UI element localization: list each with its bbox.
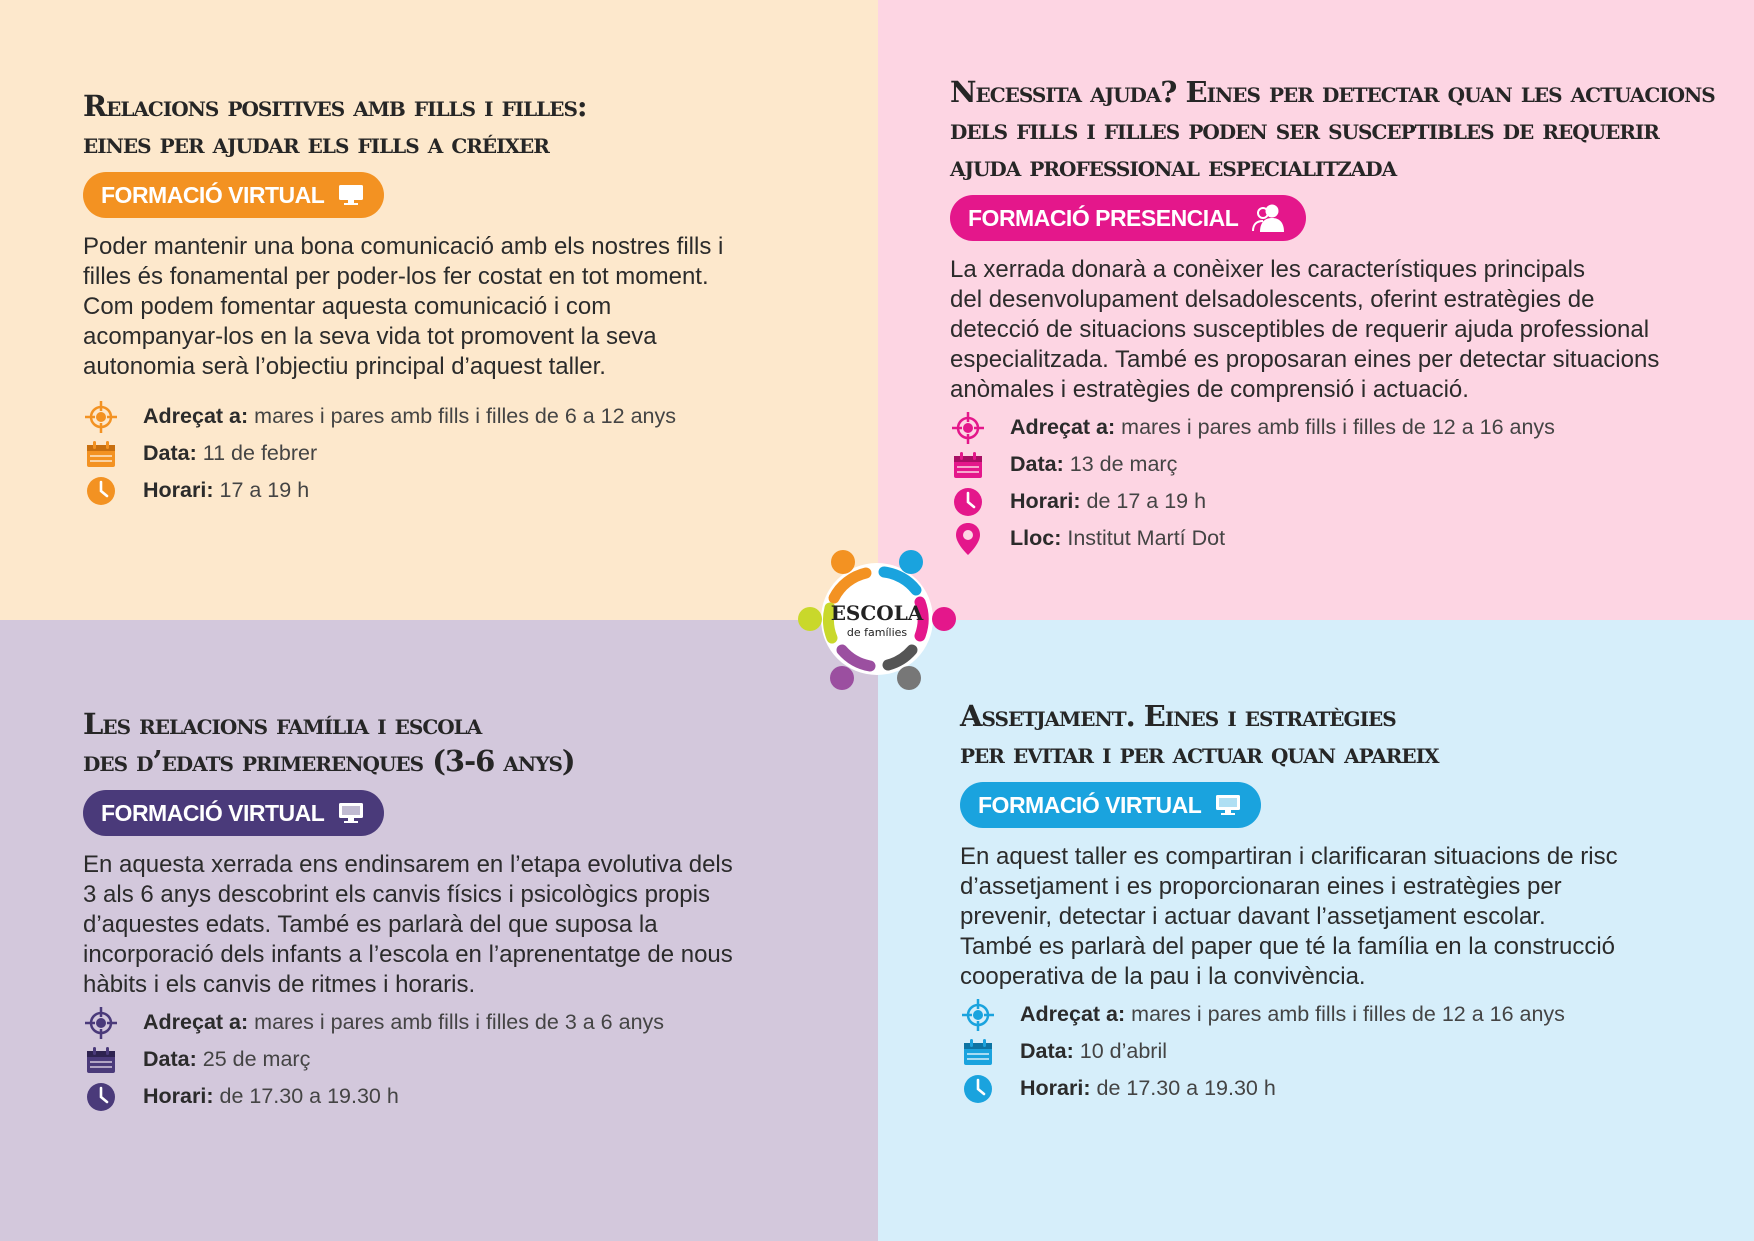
panel-assetjament [878, 620, 1754, 1241]
info-date: Data: 25 de març [83, 1041, 803, 1078]
info-audience: Adreçat a: mares i pares amb fills i filles de 3 a 6 anys [83, 1004, 803, 1041]
monitor-icon [1215, 794, 1241, 816]
info-date: Data: 13 de març [950, 446, 1730, 483]
panel-title: Assetjament. Eines i estratègies per evitar i per actuar quan apareix [960, 699, 1439, 770]
clock-icon [83, 1079, 119, 1115]
info-list [83, 398, 803, 509]
description: La xerrada donarà a conèixer les característiques principals del desenvolupament delsadolescents, oferint estratègies de detecció de situacions susceptibles de requerir ajuda professional especialitzada. També es proposaran eines per detectar situacions anòmales i estratègies de comprensió i actuació. [950, 256, 1660, 403]
panel-title: Les relacions família i escola des d’edats primerenques (3-6 anys) [83, 707, 575, 778]
panel-relacions-positives [0, 0, 878, 620]
format-badge: FORMACIÓ VIRTUAL [83, 172, 384, 218]
people-icon [1252, 203, 1286, 233]
panel-content [83, 706, 803, 1115]
info-time: Horari: de 17 a 19 h [950, 483, 1730, 520]
panel-title: Necessita ajuda? Eines per detectar quan les actuacions dels fills i filles poden ser susceptibles de requerir ajuda professional especialitzada [950, 75, 1715, 183]
description: Poder mantenir una bona comunicació amb els nostres fills i filles és fonamental per poder-los fer costat en tot moment. Com podem fomentar aquesta comunicació i com acompanyar-los en la seva vida tot promovent la seva autonomia serà l’objectiu principal d’aquest taller. [83, 233, 724, 380]
info-audience: Adreçat a: mares i pares amb fills i filles de 6 a 12 anys [83, 398, 803, 435]
info-time: Horari: 17 a 19 h [83, 472, 803, 509]
info-audience: Adreçat a: mares i pares amb fills i filles de 12 a 16 anys [960, 996, 1700, 1033]
calendar-icon [83, 1042, 119, 1078]
clock-icon [960, 1071, 996, 1107]
panel-content [950, 74, 1730, 557]
format-badge: FORMACIÓ PRESENCIAL [950, 195, 1306, 241]
info-list [83, 1004, 803, 1115]
logo-text-line1: ESCOLA [830, 601, 924, 625]
target-icon [83, 399, 119, 435]
calendar-icon [83, 436, 119, 472]
monitor-icon [338, 802, 364, 824]
info-place: Lloc: Institut Martí Dot [950, 520, 1730, 557]
calendar-icon [960, 1034, 996, 1070]
panel-necessita-ajuda [878, 0, 1754, 620]
format-badge: FORMACIÓ VIRTUAL [83, 790, 384, 836]
info-date: Data: 11 de febrer [83, 435, 803, 472]
target-icon [960, 997, 996, 1033]
logo-text-line2: de famílies [846, 626, 908, 639]
info-date: Data: 10 d’abril [960, 1033, 1700, 1070]
panel-relacions-familia-escola [0, 620, 878, 1241]
info-time: Horari: de 17.30 a 19.30 h [960, 1070, 1700, 1107]
monitor-icon [338, 184, 364, 206]
panel-content [960, 698, 1700, 1107]
format-badge: FORMACIÓ VIRTUAL [960, 782, 1261, 828]
info-time: Horari: de 17.30 a 19.30 h [83, 1078, 803, 1115]
target-icon [950, 410, 986, 446]
calendar-icon [950, 447, 986, 483]
target-icon [83, 1005, 119, 1041]
clock-icon [950, 484, 986, 520]
panel-title: Relacions positives amb fills i filles: eines per ajudar els fills a créixer [83, 89, 587, 160]
clock-icon [83, 473, 119, 509]
description: En aquest taller es compartiran i clarificaran situacions de risc d’assetjament i es proporcionaran eines i estratègies per prevenir, detectar i actuar davant l’assetjament escolar. També es parlarà del paper que té la família en la construcció cooperativa de la pau i la convivència. [960, 843, 1618, 990]
description: En aquesta xerrada ens endinsarem en l’etapa evolutiva dels 3 als 6 anys descobrint els canvis físics i psicològics propis d’aquestes edats. També es parlarà del que suposa la incorporació dels infants a l’escola en l’aprenentatge de nous hàbits i els canvis de ritmes i horaris. [83, 851, 733, 998]
escola-de-families-logo [794, 546, 960, 692]
panel-content [83, 88, 803, 509]
info-list [960, 996, 1700, 1107]
info-list [950, 409, 1730, 557]
info-audience: Adreçat a: mares i pares amb fills i filles de 12 a 16 anys [950, 409, 1730, 446]
